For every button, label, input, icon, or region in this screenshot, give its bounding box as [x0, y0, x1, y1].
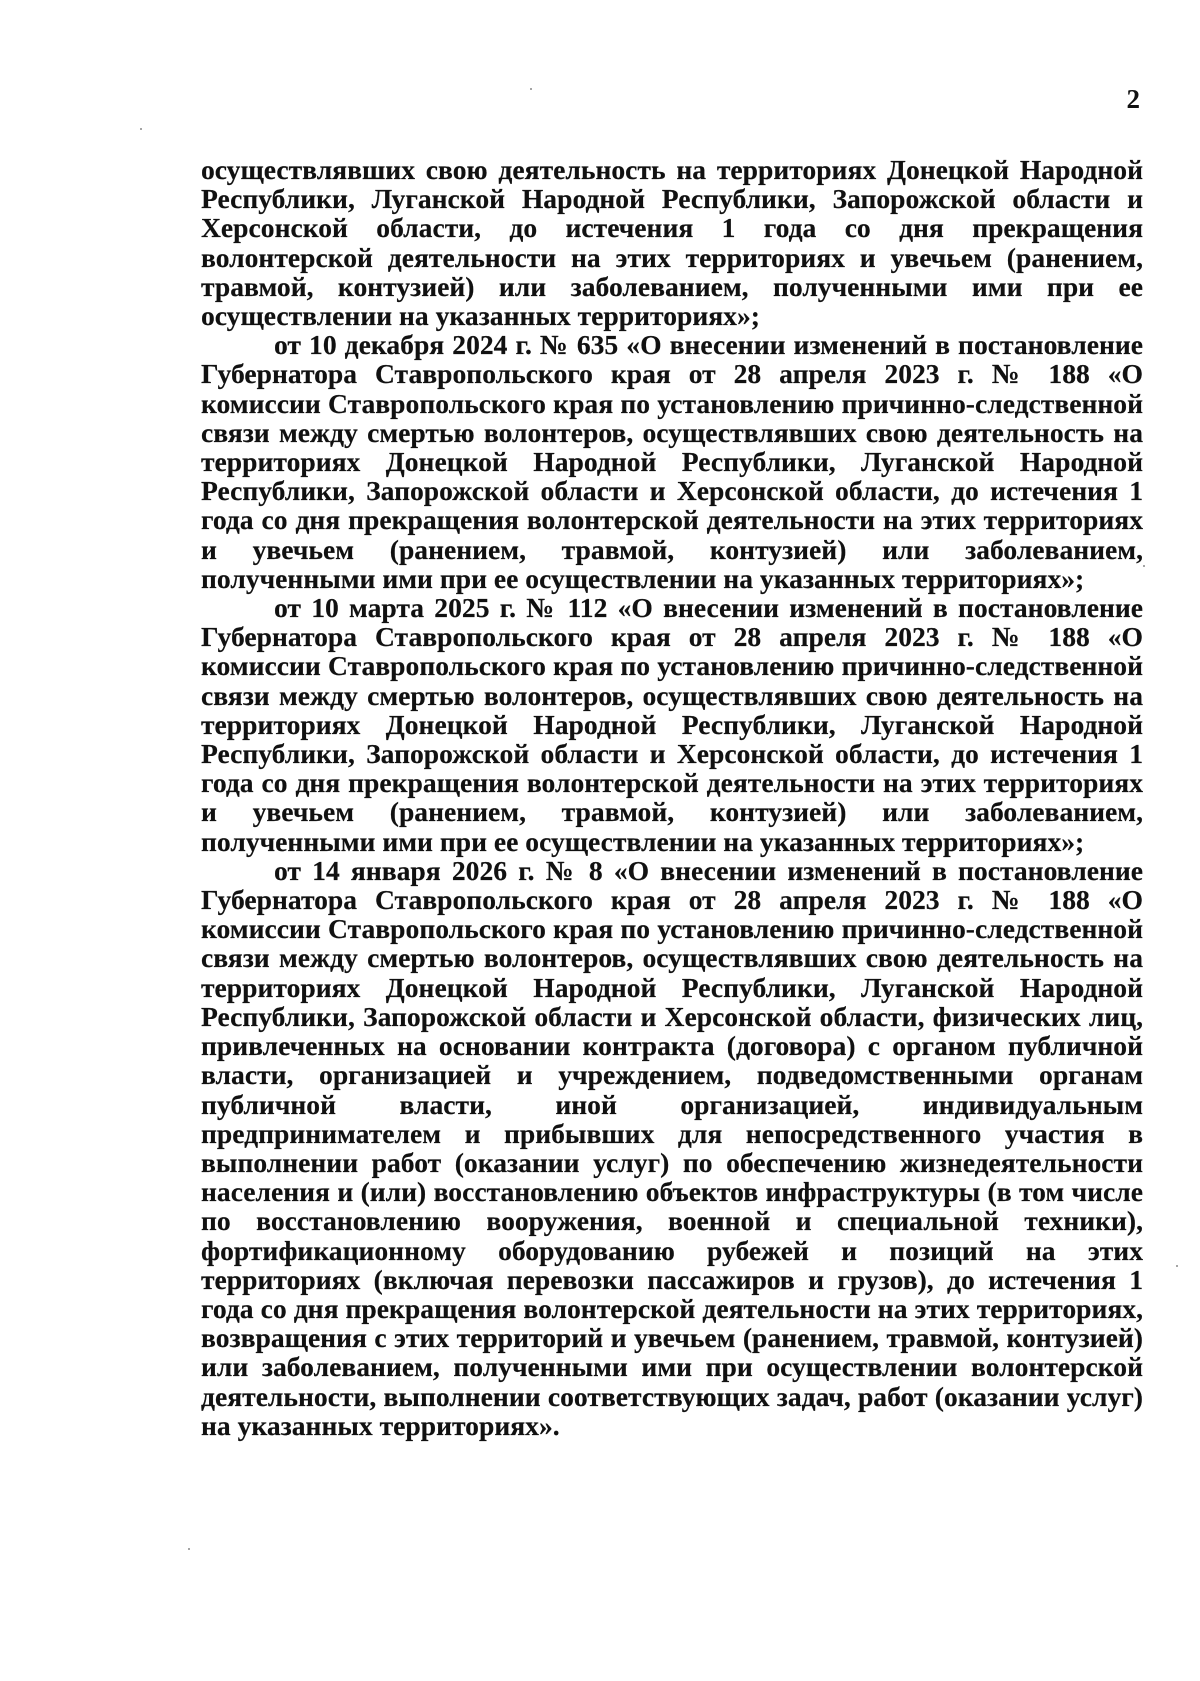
scan-speck	[530, 88, 532, 90]
scan-speck	[188, 1548, 190, 1550]
scan-speck	[1176, 1265, 1178, 1267]
paragraph-continuation: осуществлявших свою деятельность на территориях Донецкой Народной Республики, Луганской Народной Республики, Запорожской области и Херсонской области, до истечения 1 года со дня прекращения волонтерской деятельности на этих территориях и увечьем (ранением, травмой, контузией) или заболеванием, полученными ими при ее осуществлении на указанных территориях»;	[201, 154, 1143, 332]
paragraph-decree-2025: от 10 марта 2025 г. № 112 «О внесении изменений в постановление Губернатора Ставропольского края от 28 апреля 2023 г. № 188 «О комиссии Ставропольского края по установлению причинно-следственной связи между смертью волонтеров, осуществлявших свою деятельность на территориях Донецкой Народной Республики, Луганской Народной Республики, Запорожской области и Херсонской области, до истечения 1 года со дня прекращения волонтерской деятельности на этих территориях и увечьем (ранением, травмой, контузией) или заболеванием, полученными ими при ее осуществлении на указанных территориях»;	[201, 592, 1143, 857]
document-body	[201, 155, 1143, 1440]
page-number: 2	[1126, 84, 1140, 114]
scan-speck	[1143, 565, 1145, 567]
paragraph-decree-2026: от 14 января 2026 г. № 8 «О внесении изменений в постановление Губернатора Ставропольского края от 28 апреля 2023 г. № 188 «О комиссии Ставропольского края по установлению причинно-следственной связи между смертью волонтеров, осуществлявших свою деятельность на территориях Донецкой Народной Республики, Луганской Народной Республики, Запорожской области и Херсонской области, физических лиц, привлеченных на основании контракта (договора) с органом публичной власти, организацией и учреждением, подведомственными органам публичной власти, иной организацией, индивидуальным предпринимателем и прибывших для непосредственного участия в выполнении работ (оказании услуг) по обеспечению жизнедеятельности населения и (или) восстановлению объектов инфраструктуры (в том числе по восстановлению вооружения, военной и специальной техники), фортификационному оборудованию рубежей и позиций на этих территориях (включая перевозки пассажиров и грузов), до истечения 1 года со дня прекращения волонтерской деятельности на этих территориях, возвращения с этих территорий и увечьем (ранением, травмой, контузией) или заболеванием, полученными ими при осуществлении волонтерской деятельности, выполнении соответствующих задач, работ (оказании услуг) на указанных территориях».	[201, 854, 1143, 1441]
paragraph-decree-2024: от 10 декабря 2024 г. № 635 «О внесении изменений в постановление Губернатора Ставропольского края от 28 апреля 2023 г. № 188 «О комиссии Ставропольского края по установлению причинно-следственной связи между смертью волонтеров, осуществлявших свою деятельность на территориях Донецкой Народной Республики, Луганской Народной Республики, Запорожской области и Херсонской области, до истечения 1 года со дня прекращения волонтерской деятельности на этих территориях и увечьем (ранением, травмой, контузией) или заболеванием, полученными ими при ее осуществлении на указанных территориях»;	[201, 329, 1143, 594]
scan-speck	[140, 128, 142, 130]
